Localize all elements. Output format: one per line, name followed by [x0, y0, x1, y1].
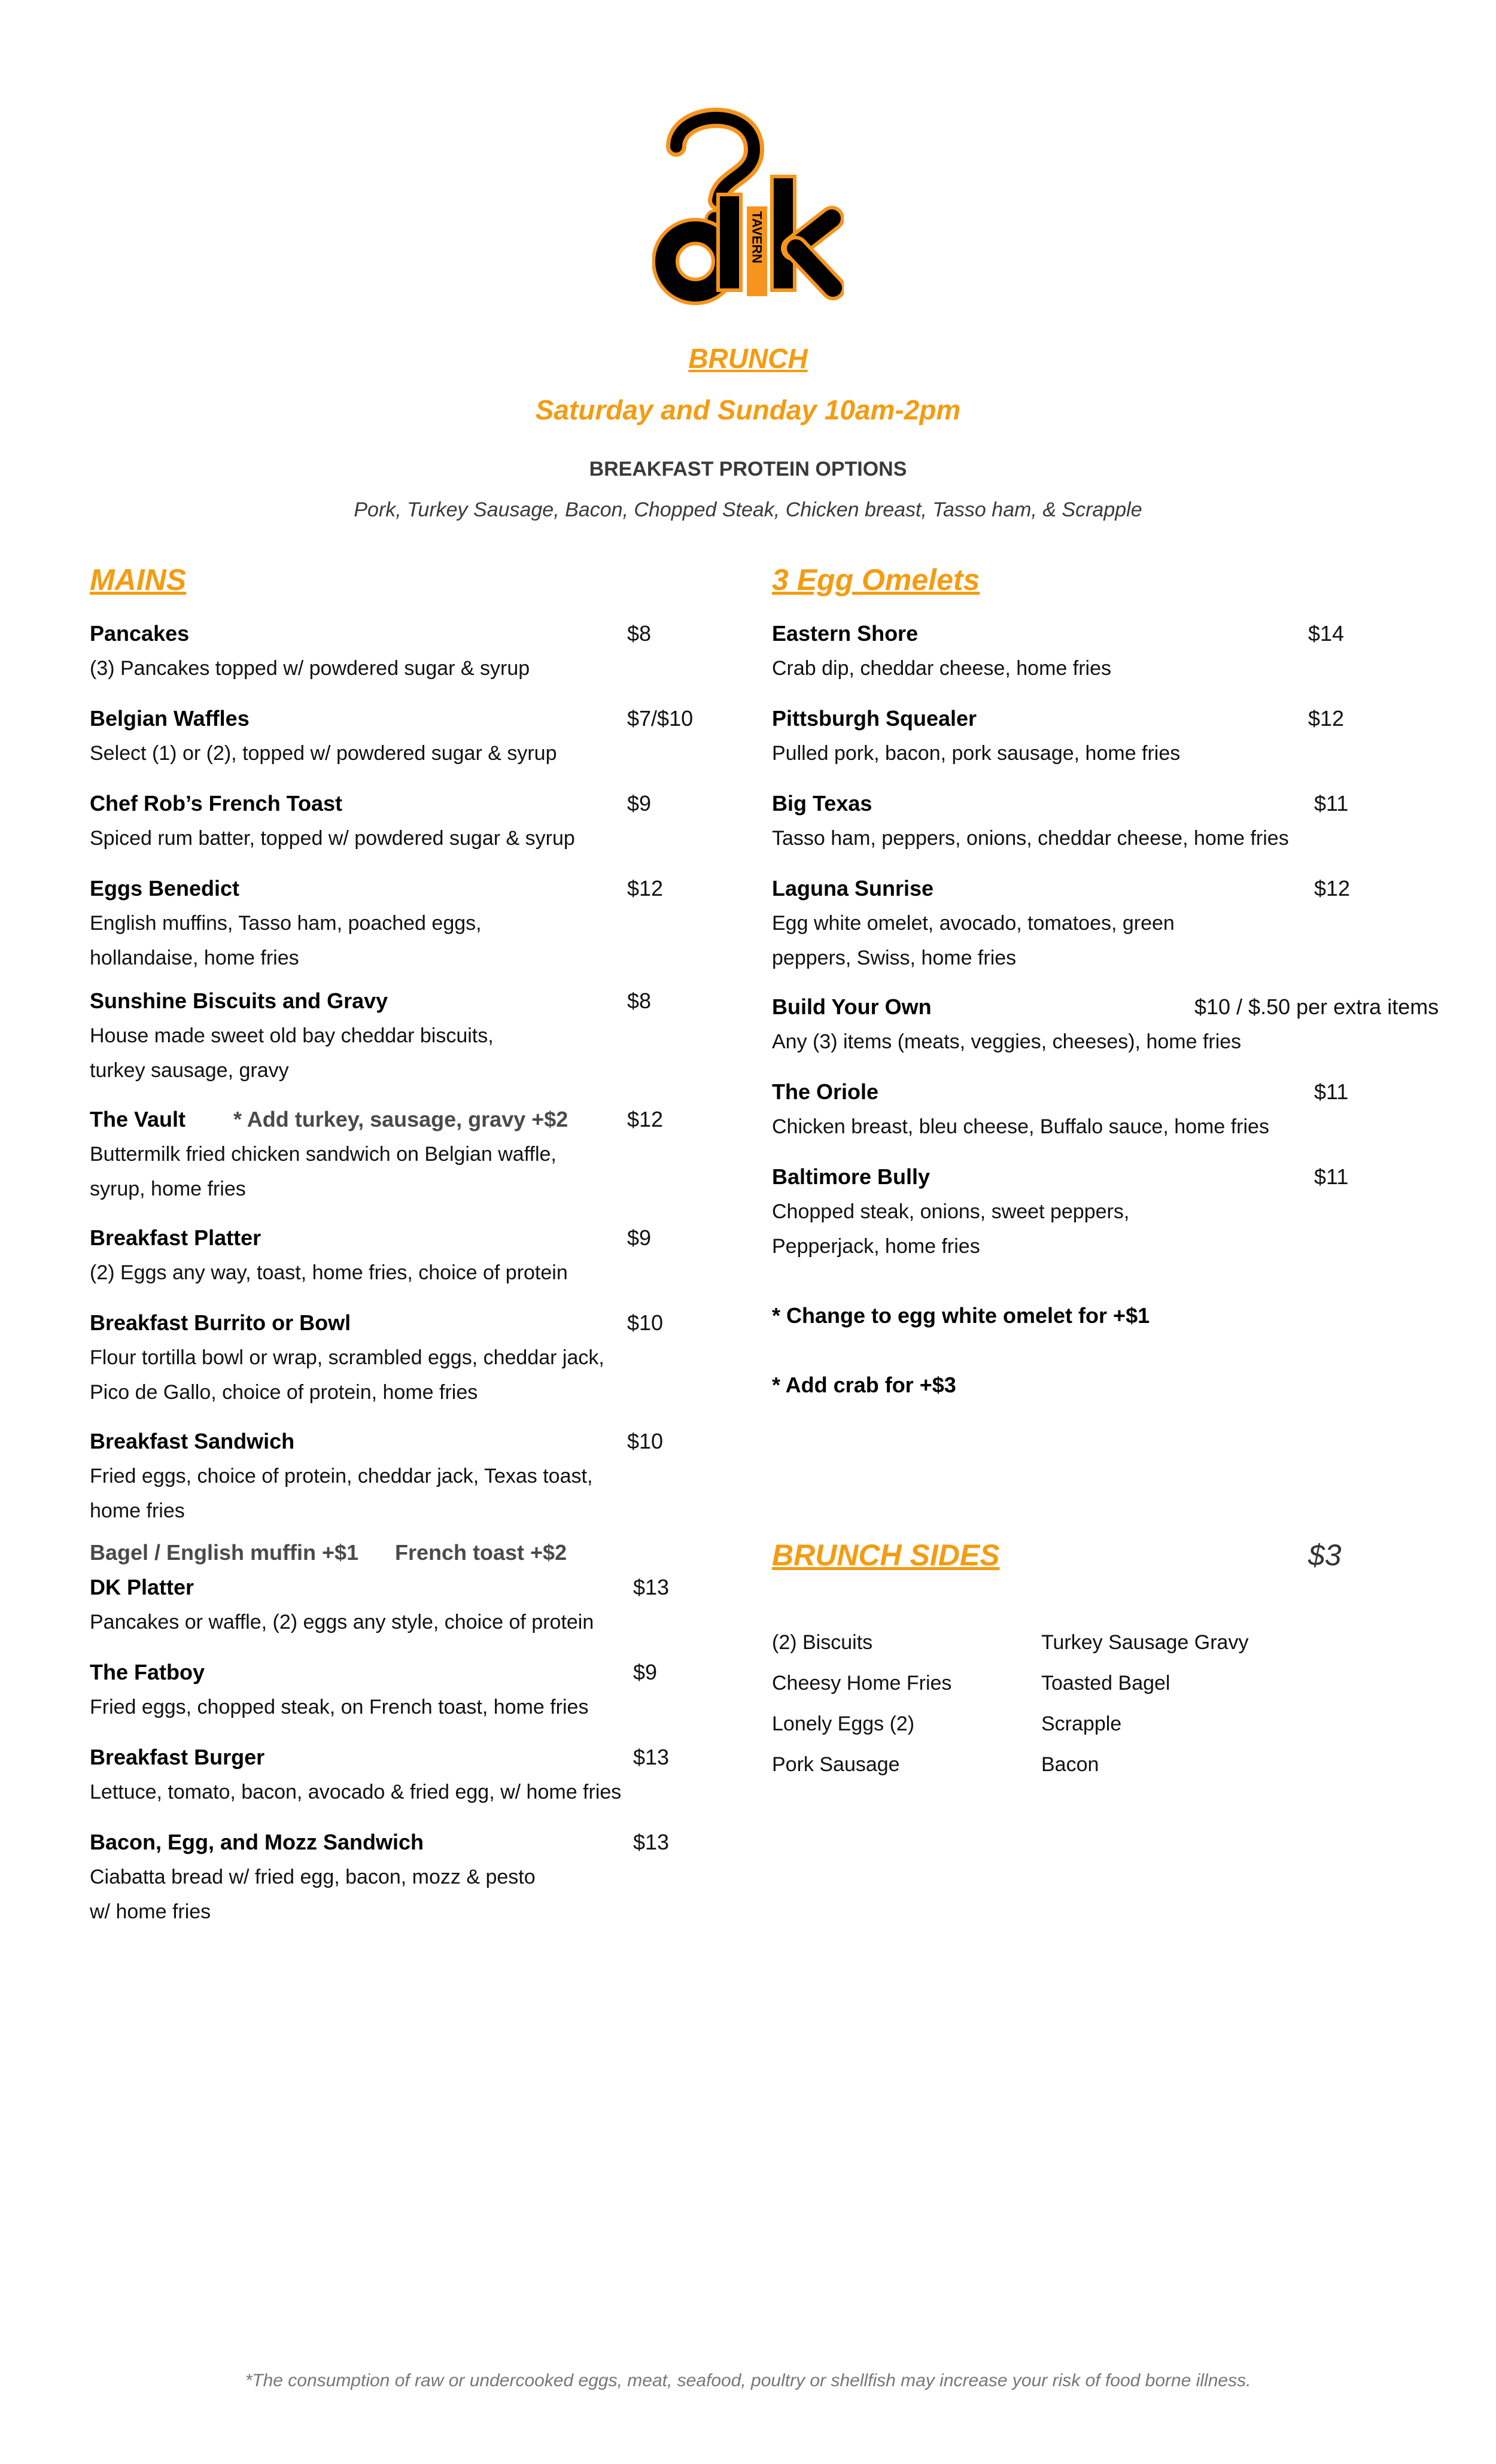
item-desc: Ciabatta bread w/ fried egg, bacon, mozz & pesto w/ home fries	[90, 1866, 536, 1923]
menu-item	[772, 871, 1251, 975]
item-desc: House made sweet old bay cheddar biscuits, turkey sausage, gravy	[90, 1024, 494, 1082]
item-desc: Select (1) or (2), topped w/ powdered sugar & syrup	[90, 742, 557, 765]
menu-item	[90, 1655, 628, 1724]
item-desc: Pulled pork, bacon, pork sausage, home fries	[772, 742, 1181, 765]
item-price: $14	[1308, 621, 1345, 646]
item-desc: Chicken breast, bleu cheese, Buffalo sauce, home fries	[772, 1115, 1269, 1138]
item-desc: Pancakes or waffle, (2) eggs any style, choice of protein	[90, 1611, 594, 1633]
item-name: Laguna Sunrise	[772, 876, 934, 901]
menu-item	[90, 786, 628, 856]
item-name: Sunshine Biscuits and Gravy	[90, 988, 388, 1013]
menu-item	[90, 1221, 628, 1290]
menu-item	[90, 1825, 545, 1929]
menu-item	[772, 701, 1310, 771]
menu-item	[90, 701, 628, 771]
menu-item	[772, 1160, 1239, 1264]
item-desc: Lettuce, tomato, bacon, avocado & fried egg, w/ home fries	[90, 1781, 622, 1803]
omelet-note-egg-white: * Change to egg white omelet for +$1	[772, 1303, 1150, 1328]
item-name: DK Platter	[90, 1575, 194, 1599]
item-price: $9	[627, 791, 652, 816]
item-name: Pittsburgh Squealer	[772, 706, 977, 731]
side-item: Lonely Eggs (2)	[772, 1712, 915, 1735]
item-name: Pancakes	[90, 621, 190, 646]
item-price: $13	[633, 1575, 670, 1599]
side-item: Turkey Sausage Gravy	[1041, 1631, 1249, 1654]
item-desc: Fried eggs, choice of protein, cheddar jack, Texas toast, home fries	[90, 1465, 593, 1522]
menu-item	[90, 984, 545, 1088]
item-desc: (3) Pancakes topped w/ powdered sugar & syrup	[90, 657, 530, 680]
item-desc: Crab dip, cheddar cheese, home fries	[772, 657, 1111, 680]
protein-options-heading: BREAKFAST PROTEIN OPTIONS	[589, 458, 907, 480]
item-desc: Egg white omelet, avocado, tomatoes, green peppers, Swiss, home fries	[772, 912, 1175, 969]
item-price: $12	[1308, 706, 1345, 731]
protein-options-list: Pork, Turkey Sausage, Bacon, Chopped Steak, Chicken breast, Tasso ham, & Scrapple	[354, 498, 1142, 521]
item-name: Bacon, Egg, and Mozz Sandwich	[90, 1830, 424, 1854]
item-name: The Vault	[90, 1107, 186, 1131]
bread-addon-1: Bagel / English muffin +$1	[90, 1540, 359, 1565]
menu-item	[90, 1102, 592, 1206]
item-desc: (2) Eggs any way, toast, home fries, choice of protein	[90, 1261, 568, 1284]
sides-price: $3	[1308, 1538, 1342, 1572]
item-desc: Any (3) items (meats, veggies, cheeses), home fries	[772, 1030, 1242, 1053]
menu-item	[90, 1306, 604, 1410]
item-desc: Flour tortilla bowl or wrap, scrambled eggs, cheddar jack, Pico de Gallo, choice of protein, home fries	[90, 1346, 604, 1404]
item-desc: Fried eggs, chopped steak, on French toast, home fries	[90, 1696, 589, 1718]
bread-addon-2: French toast +$2	[395, 1540, 567, 1565]
omelets-title: 3 Egg Omelets	[772, 563, 980, 597]
menu-item	[772, 786, 1310, 856]
item-price: $12	[627, 1107, 664, 1131]
item-name: Big Texas	[772, 791, 872, 816]
item-price: $13	[633, 1745, 670, 1769]
item-price: $7/$10	[627, 706, 694, 731]
item-name: Eggs Benedict	[90, 876, 240, 901]
menu-item	[772, 1075, 1310, 1144]
side-item: (2) Biscuits	[772, 1631, 873, 1654]
item-desc: Tasso ham, peppers, onions, cheddar cheese, home fries	[772, 827, 1289, 850]
item-desc: Chopped steak, onions, sweet peppers, Pepperjack, home fries	[772, 1200, 1130, 1258]
item-price: $11	[1314, 1079, 1349, 1104]
item-name: Breakfast Burrito or Bowl	[90, 1310, 351, 1335]
item-name: Baltimore Bully	[772, 1164, 931, 1189]
brunch-hours: Saturday and Sunday 10am-2pm	[535, 394, 961, 425]
menu-item	[90, 616, 628, 686]
item-desc: English muffins, Tasso ham, poached eggs, hollandaise, home fries	[90, 912, 482, 969]
side-item: Scrapple	[1041, 1712, 1122, 1735]
side-item: Toasted Bagel	[1041, 1672, 1170, 1695]
item-desc: Spiced rum batter, topped w/ powdered sugar & syrup	[90, 827, 575, 850]
item-price: $13	[633, 1830, 670, 1854]
item-name: Breakfast Burger	[90, 1745, 265, 1769]
mains-title: MAINS	[90, 563, 187, 597]
item-addon: * Add turkey, sausage, gravy +$2	[233, 1107, 568, 1131]
food-safety-disclaimer: *The consumption of raw or undercooked eggs, meat, seafood, poultry or shellfish may increase your risk of food borne illness.	[245, 2371, 1251, 2390]
item-price: $12	[1314, 876, 1351, 901]
item-name: Breakfast Platter	[90, 1225, 262, 1250]
menu-item	[90, 871, 592, 975]
side-item: Bacon	[1041, 1753, 1099, 1776]
item-price: $9	[633, 1660, 658, 1684]
sides-title: BRUNCH SIDES	[772, 1538, 1000, 1572]
item-price: $12	[627, 876, 664, 901]
menu-item	[90, 1570, 628, 1639]
side-item: Cheesy Home Fries	[772, 1672, 952, 1695]
side-item: Pork Sausage	[772, 1753, 900, 1776]
item-price: $8	[627, 621, 652, 646]
item-desc: Buttermilk fried chicken sandwich on Belgian waffle, syrup, home fries	[90, 1143, 557, 1200]
item-name: Belgian Waffles	[90, 706, 250, 731]
item-name: Breakfast Sandwich	[90, 1429, 295, 1453]
brunch-title: BRUNCH	[688, 343, 808, 374]
item-price: $8	[627, 988, 652, 1013]
menu-item	[90, 1740, 664, 1809]
item-price: $11	[1314, 791, 1349, 816]
item-price: $10	[627, 1429, 664, 1453]
omelet-note-crab: * Add crab for +$3	[772, 1373, 956, 1397]
item-price: $10 / $.50 per extra items	[1194, 994, 1439, 1019]
item-price: $10	[627, 1310, 664, 1335]
item-name: Chef Rob’s French Toast	[90, 791, 343, 816]
item-name: Eastern Shore	[772, 621, 919, 646]
item-price: $11	[1314, 1164, 1349, 1189]
item-name: The Fatboy	[90, 1660, 205, 1684]
item-price: $9	[627, 1225, 652, 1250]
dk-tavern-logo	[652, 105, 844, 308]
svg-text:TAVERN: TAVERN	[749, 211, 765, 264]
menu-item	[90, 1424, 604, 1528]
menu-item	[772, 616, 1310, 686]
item-name: The Oriole	[772, 1079, 879, 1104]
item-name: Build Your Own	[772, 994, 932, 1019]
